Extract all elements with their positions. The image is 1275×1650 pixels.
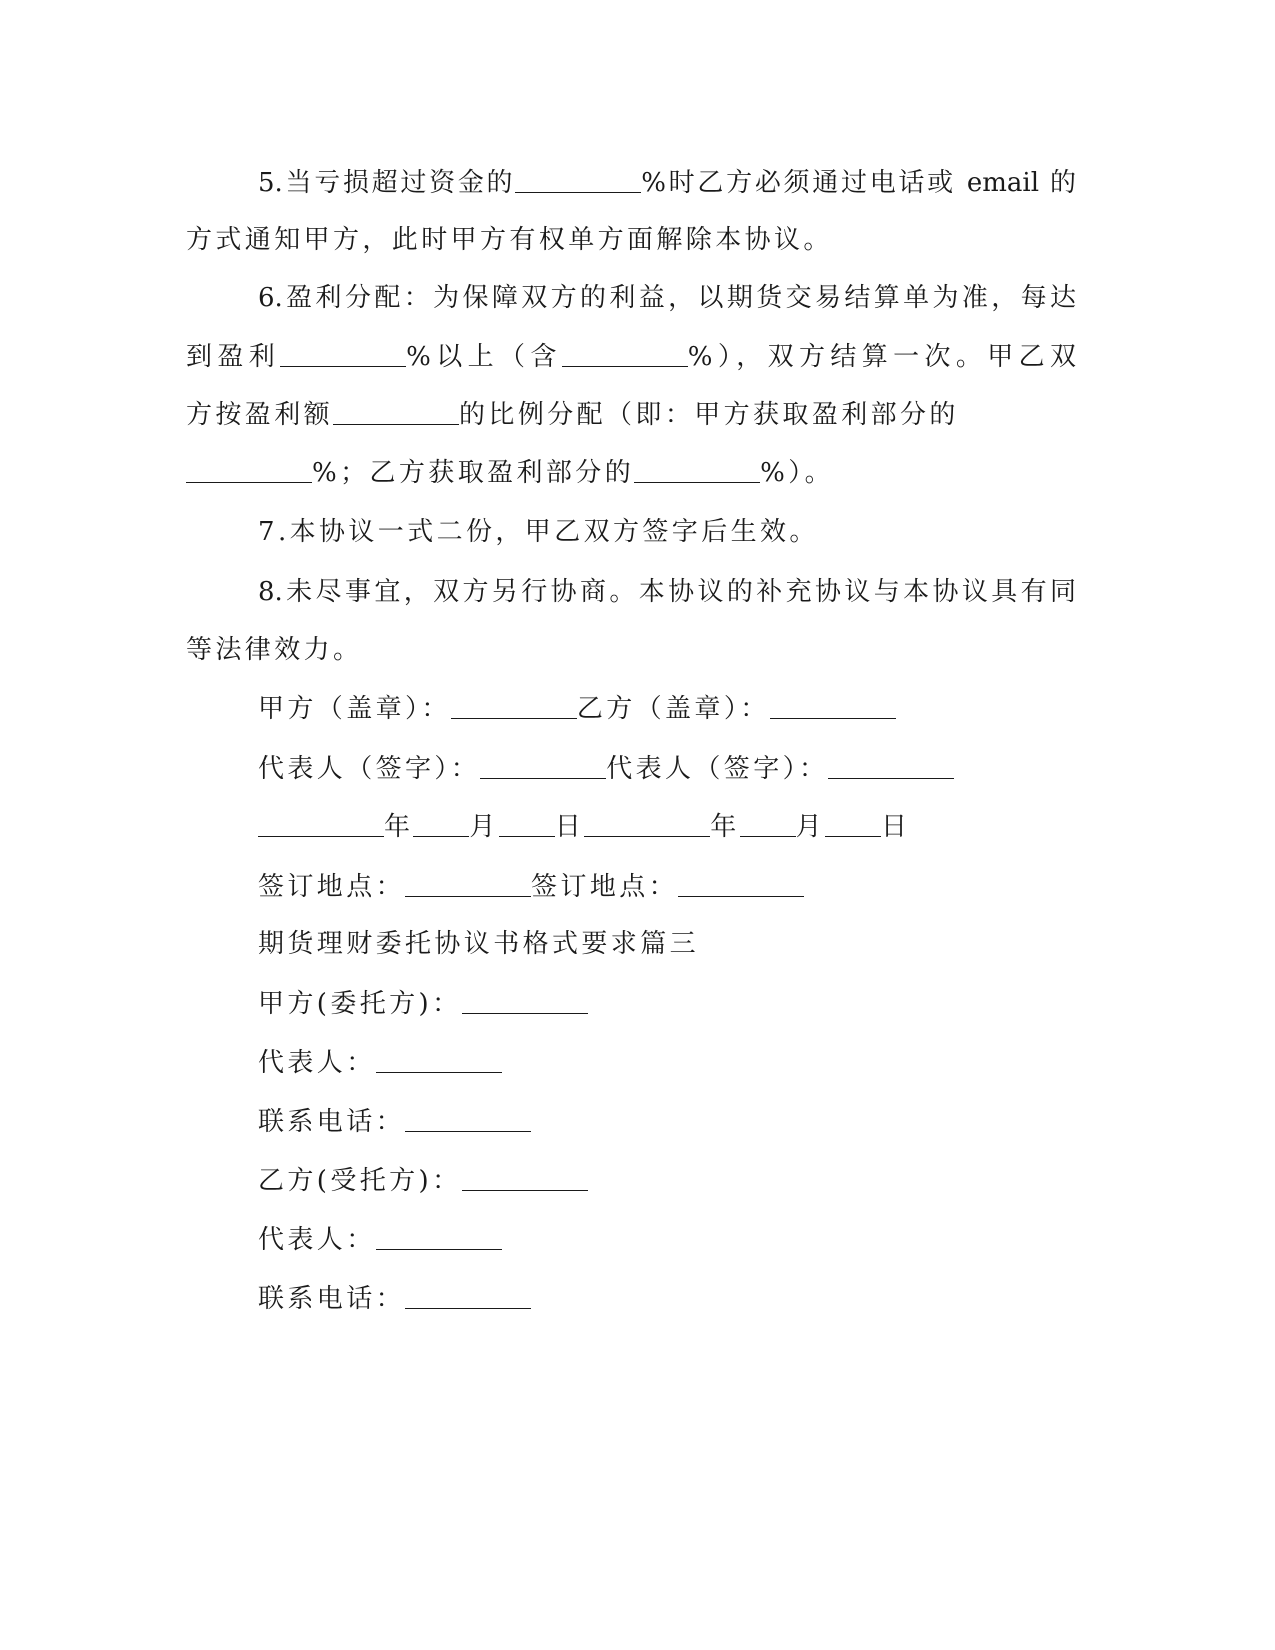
clause-7: 7.本协议一式二份，甲乙双方签字后生效。 bbox=[258, 517, 819, 547]
clause-6-text-f: %；乙方获取盈利部分的 bbox=[312, 458, 635, 488]
clause-6-line-3 bbox=[186, 394, 1076, 434]
year-b-label: 年 bbox=[710, 812, 740, 842]
rep-sign-a-blank bbox=[480, 748, 606, 779]
phone-a-line bbox=[258, 1101, 1076, 1141]
day-a-label: 日 bbox=[554, 812, 585, 842]
clause-5-text-cont: %时乙方必须通过电话或 email 的 bbox=[641, 168, 1076, 198]
ratio-blank bbox=[333, 394, 459, 425]
party-a-label: 甲方(委托方)： bbox=[258, 989, 462, 1019]
day-b-label: 日 bbox=[881, 812, 911, 842]
party-b-seal-label: 乙方（盖章）： bbox=[576, 694, 770, 724]
phone-a-blank bbox=[405, 1101, 531, 1132]
profit-threshold-blank bbox=[280, 336, 406, 367]
party-b-label: 乙方(受托方)： bbox=[258, 1166, 462, 1196]
rep-b-label: 代表人： bbox=[258, 1225, 376, 1255]
place-a-label: 签订地点： bbox=[258, 872, 406, 902]
party-b-blank bbox=[462, 1160, 588, 1191]
clause-6-line-4 bbox=[186, 452, 1076, 492]
clause-6-text-b: %以上（含 bbox=[406, 342, 562, 372]
month-b-blank bbox=[740, 806, 796, 837]
clause-8-line-2: 等法律效力。 bbox=[186, 635, 363, 665]
rep-a-line bbox=[258, 1042, 1076, 1082]
clause-6-line-2 bbox=[186, 336, 1076, 376]
clause-6-text-c: %），双方结算一次。甲乙双 bbox=[687, 342, 1076, 372]
clause-6-text-g: %）。 bbox=[760, 458, 835, 488]
day-a-blank bbox=[499, 806, 555, 837]
rep-sign-line bbox=[258, 748, 1076, 788]
phone-b-blank bbox=[405, 1278, 531, 1309]
phone-a-label: 联系电话： bbox=[258, 1107, 406, 1137]
clause-5-text: 5.当亏损超过资金的 bbox=[258, 168, 516, 198]
date-line bbox=[258, 806, 1076, 846]
place-a-blank bbox=[405, 866, 531, 897]
month-a-blank bbox=[413, 806, 469, 837]
profit-inclusive-blank bbox=[562, 336, 688, 367]
clause-6-text-e: 的比例分配（即：甲方获取盈利部分的 bbox=[459, 400, 959, 430]
rep-a-blank bbox=[376, 1042, 502, 1073]
year-a-blank bbox=[258, 806, 384, 837]
rep-sign-b-label: 代表人（签字）： bbox=[606, 754, 829, 784]
clause-6-line-1: 6.盈利分配：为保障双方的利益，以期货交易结算单为准，每达 bbox=[258, 283, 1076, 313]
party-a-seal-blank bbox=[451, 688, 577, 719]
rep-sign-b-blank bbox=[828, 748, 954, 779]
day-b-blank bbox=[825, 806, 881, 837]
year-b-blank bbox=[584, 806, 710, 837]
party-a-line bbox=[258, 983, 1076, 1023]
clause-5-line-1 bbox=[258, 162, 1076, 202]
rep-sign-a-label: 代表人（签字）： bbox=[258, 754, 481, 784]
phone-b-line bbox=[258, 1278, 1076, 1318]
rep-b-line bbox=[258, 1219, 1076, 1259]
party-a-seal-label: 甲方（盖章）： bbox=[258, 694, 451, 724]
year-a-label: 年 bbox=[384, 812, 414, 842]
clause-5-line-2: 方式通知甲方，此时甲方有权单方面解除本协议。 bbox=[186, 225, 833, 255]
clause-8-line-1: 8.未尽事宜，双方另行协商。本协议的补充协议与本协议具有同 bbox=[258, 577, 1076, 607]
loss-percent-blank bbox=[515, 162, 641, 193]
party-b-line bbox=[258, 1160, 1076, 1200]
section-3-title: 期货理财委托协议书格式要求篇三 bbox=[258, 929, 700, 959]
party-b-seal-blank bbox=[770, 688, 896, 719]
party-a-share-blank bbox=[186, 452, 312, 483]
clause-6-text-a: 到盈利 bbox=[186, 342, 281, 372]
seal-line bbox=[258, 688, 1076, 728]
party-a-blank bbox=[462, 983, 588, 1014]
month-b-label: 月 bbox=[795, 812, 826, 842]
party-b-share-blank bbox=[634, 452, 760, 483]
rep-b-blank bbox=[376, 1219, 502, 1250]
place-line bbox=[258, 866, 1076, 906]
phone-b-label: 联系电话： bbox=[258, 1284, 406, 1314]
clause-6-text-d: 方按盈利额 bbox=[186, 400, 334, 430]
place-b-blank bbox=[678, 866, 804, 897]
rep-a-label: 代表人： bbox=[258, 1048, 376, 1078]
month-a-label: 月 bbox=[469, 812, 499, 842]
place-b-label: 签订地点： bbox=[531, 872, 679, 902]
